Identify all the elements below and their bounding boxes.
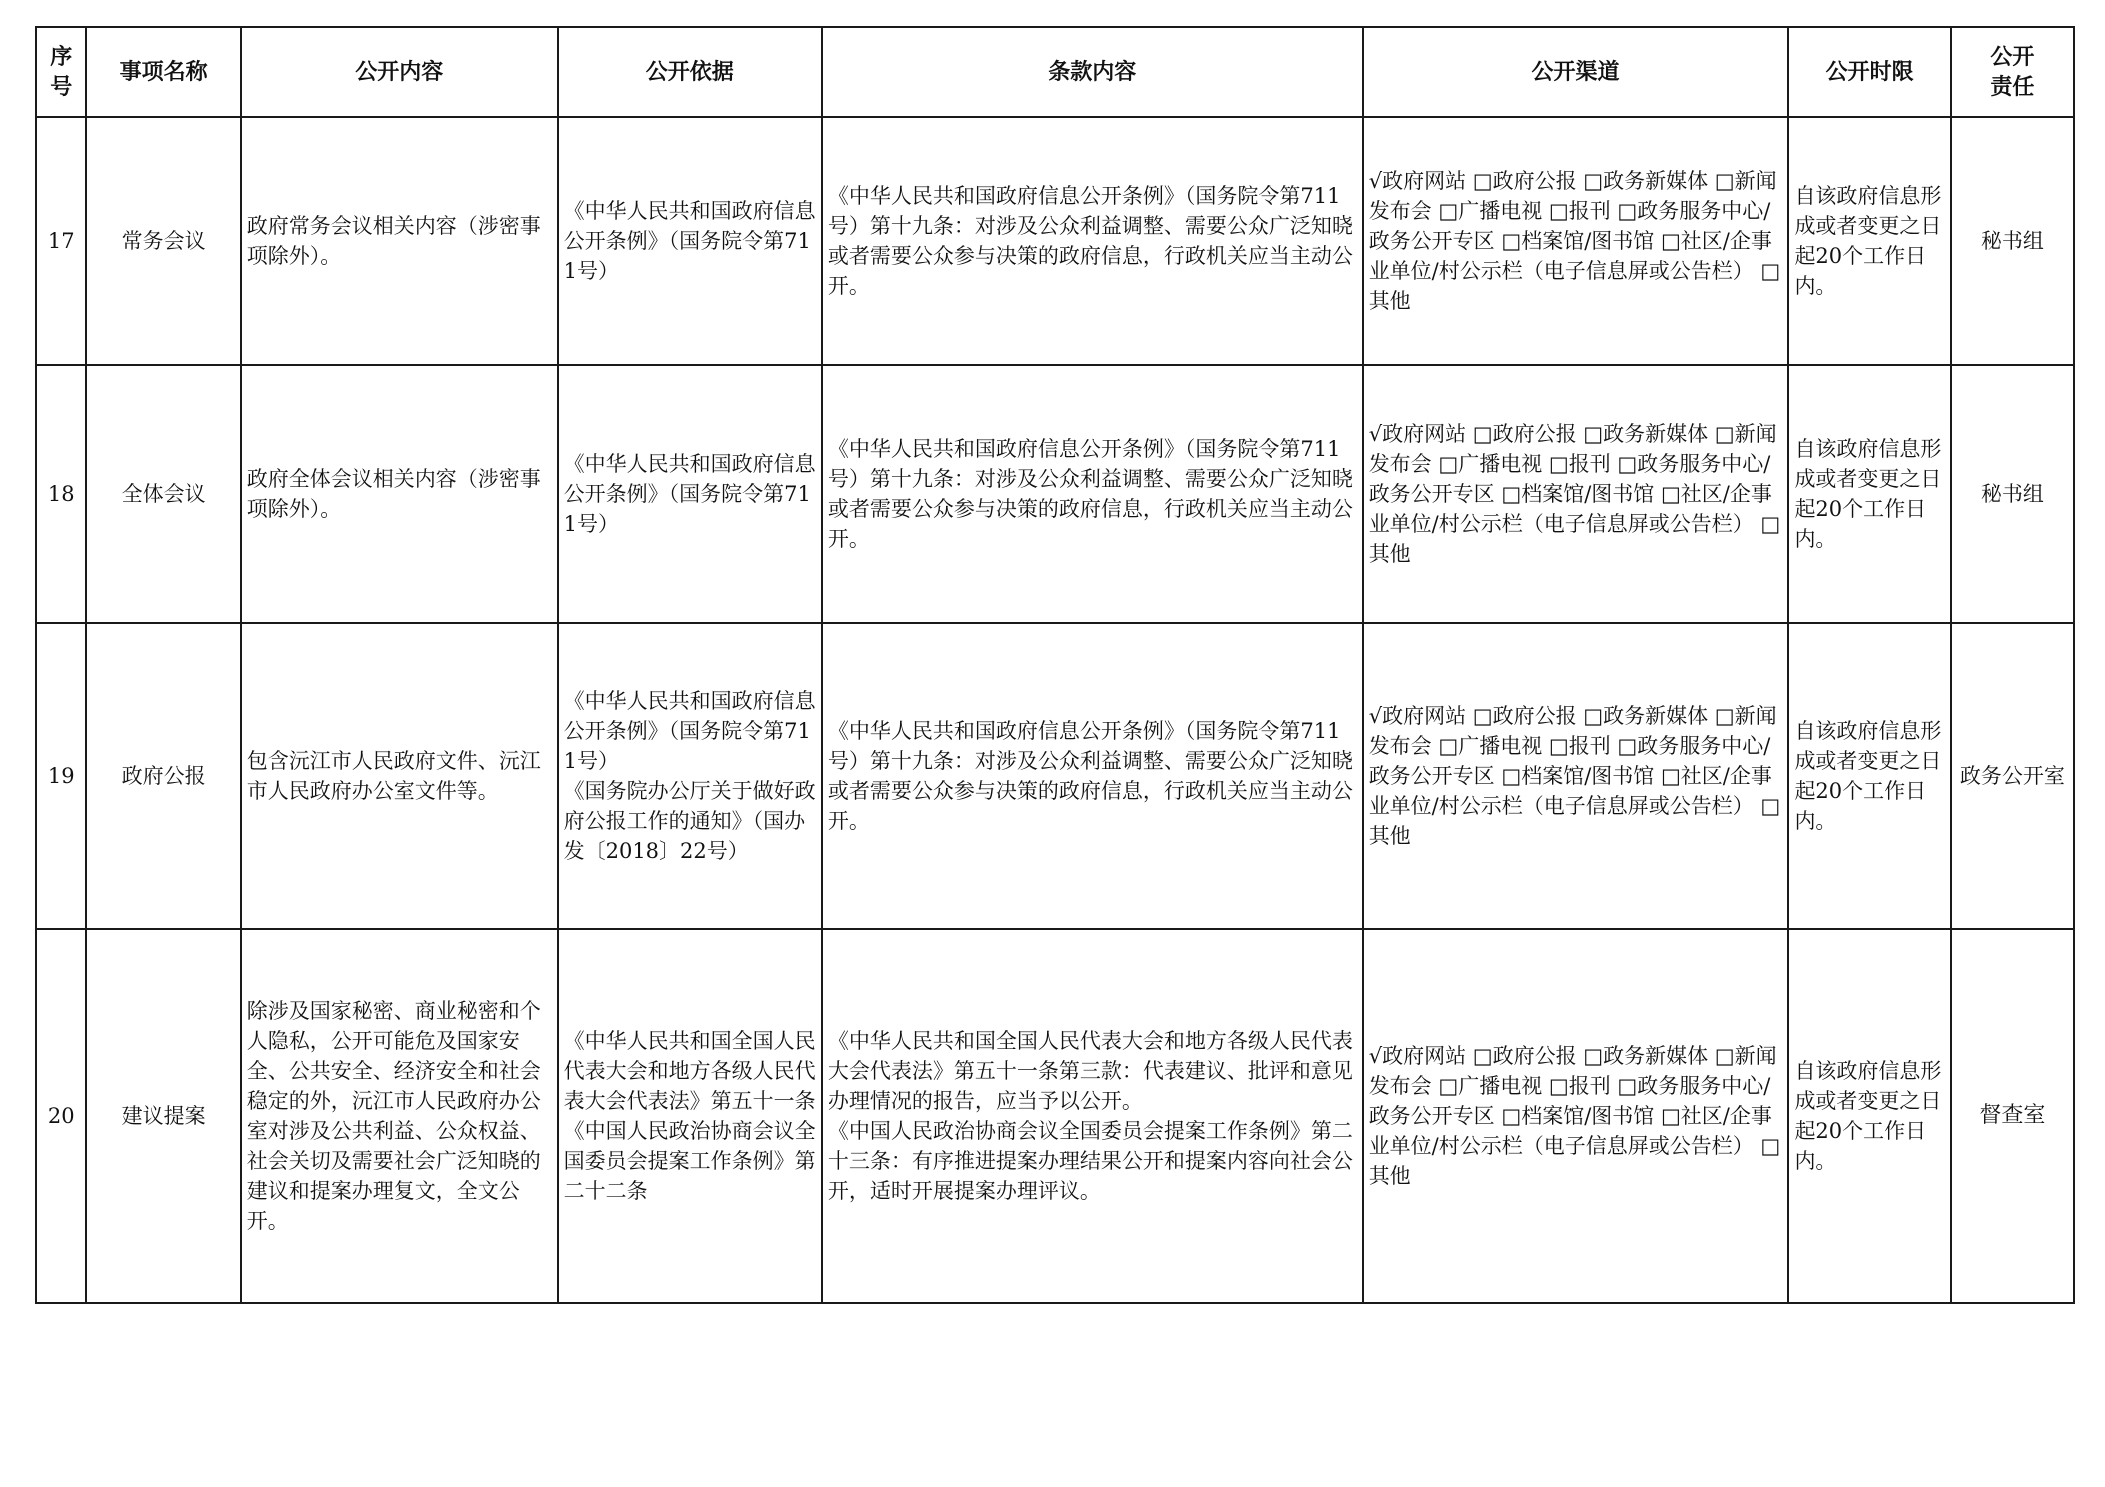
- disclosure-table: [35, 26, 2075, 1304]
- disclosure-channels: √政府网站 □政府公报 □政务新媒体 □新闻发布会 □广播电视 □报刊 □政务服务中心/政务公开专区 □档案馆/图书馆 □社区/企事业单位/村公示栏（电子信息屏或公告栏） □其他: [1363, 623, 1789, 929]
- responsible-unit: 秘书组: [1951, 117, 2074, 365]
- item-name: 建议提案: [86, 929, 240, 1303]
- table-row: [36, 365, 2074, 623]
- item-name: 全体会议: [86, 365, 240, 623]
- row-index: 20: [36, 929, 86, 1303]
- responsible-unit: 秘书组: [1951, 365, 2074, 623]
- disclosure-deadline: 自该政府信息形成或者变更之日起20个工作日内。: [1788, 929, 1950, 1303]
- row-index: 19: [36, 623, 86, 929]
- disclosure-content: 政府全体会议相关内容（涉密事项除外）。: [241, 365, 558, 623]
- item-name: 政府公报: [86, 623, 240, 929]
- disclosure-channels: √政府网站 □政府公报 □政务新媒体 □新闻发布会 □广播电视 □报刊 □政务服务中心/政务公开专区 □档案馆/图书馆 □社区/企事业单位/村公示栏（电子信息屏或公告栏） □其他: [1363, 117, 1789, 365]
- disclosure-deadline: 自该政府信息形成或者变更之日起20个工作日内。: [1788, 365, 1950, 623]
- table-row: [36, 929, 2074, 1303]
- header-name: 事项名称: [86, 27, 240, 117]
- clause-text: 《中华人民共和国政府信息公开条例》（国务院令第711号）第十九条：对涉及公众利益调整、需要公众广泛知晓或者需要公众参与决策的政府信息，行政机关应当主动公开。: [822, 623, 1363, 929]
- responsible-unit: 督查室: [1951, 929, 2074, 1303]
- row-index: 18: [36, 365, 86, 623]
- clause-text: 《中华人民共和国全国人民代表大会和地方各级人民代表大会代表法》第五十一条第三款：代表建议、批评和意见办理情况的报告，应当予以公开。 《中国人民政治协商会议全国委员会提案工作条例》第二十三条：有序推进提案办理结果公开和提案内容向社会公开，适时开展提案办理评议。: [822, 929, 1363, 1303]
- disclosure-deadline: 自该政府信息形成或者变更之日起20个工作日内。: [1788, 117, 1950, 365]
- row-index: 17: [36, 117, 86, 365]
- header-owner: 公开 责任: [1951, 27, 2074, 117]
- table-row: [36, 623, 2074, 929]
- disclosure-content: 政府常务会议相关内容（涉密事项除外）。: [241, 117, 558, 365]
- legal-basis: 《中华人民共和国政府信息公开条例》（国务院令第711号） 《国务院办公厅关于做好政府公报工作的通知》（国办发〔2018〕22号）: [558, 623, 822, 929]
- responsible-unit: 政务公开室: [1951, 623, 2074, 929]
- header-row: [36, 27, 2074, 117]
- header-deadline: 公开时限: [1788, 27, 1950, 117]
- header-content: 公开内容: [241, 27, 558, 117]
- header-channel: 公开渠道: [1363, 27, 1789, 117]
- disclosure-deadline: 自该政府信息形成或者变更之日起20个工作日内。: [1788, 623, 1950, 929]
- legal-basis: 《中华人民共和国全国人民代表大会和地方各级人民代表大会代表法》第五十一条 《中国人民政治协商会议全国委员会提案工作条例》第二十二条: [558, 929, 822, 1303]
- disclosure-channels: √政府网站 □政府公报 □政务新媒体 □新闻发布会 □广播电视 □报刊 □政务服务中心/政务公开专区 □档案馆/图书馆 □社区/企事业单位/村公示栏（电子信息屏或公告栏） □其他: [1363, 365, 1789, 623]
- legal-basis: 《中华人民共和国政府信息公开条例》（国务院令第711号）: [558, 365, 822, 623]
- disclosure-content: 除涉及国家秘密、商业秘密和个人隐私，公开可能危及国家安全、公共安全、经济安全和社会稳定的外，沅江市人民政府办公室对涉及公共利益、公众权益、社会关切及需要社会广泛知晓的建议和提案办理复文，全文公开。: [241, 929, 558, 1303]
- header-index: 序 号: [36, 27, 86, 117]
- item-name: 常务会议: [86, 117, 240, 365]
- legal-basis: 《中华人民共和国政府信息公开条例》（国务院令第711号）: [558, 117, 822, 365]
- disclosure-channels: √政府网站 □政府公报 □政务新媒体 □新闻发布会 □广播电视 □报刊 □政务服务中心/政务公开专区 □档案馆/图书馆 □社区/企事业单位/村公示栏（电子信息屏或公告栏） □其他: [1363, 929, 1789, 1303]
- header-clause: 条款内容: [822, 27, 1363, 117]
- clause-text: 《中华人民共和国政府信息公开条例》（国务院令第711号）第十九条：对涉及公众利益调整、需要公众广泛知晓或者需要公众参与决策的政府信息，行政机关应当主动公开。: [822, 117, 1363, 365]
- table-row: [36, 117, 2074, 365]
- disclosure-content: 包含沅江市人民政府文件、沅江市人民政府办公室文件等。: [241, 623, 558, 929]
- header-basis: 公开依据: [558, 27, 822, 117]
- clause-text: 《中华人民共和国政府信息公开条例》（国务院令第711号）第十九条：对涉及公众利益调整、需要公众广泛知晓或者需要公众参与决策的政府信息，行政机关应当主动公开。: [822, 365, 1363, 623]
